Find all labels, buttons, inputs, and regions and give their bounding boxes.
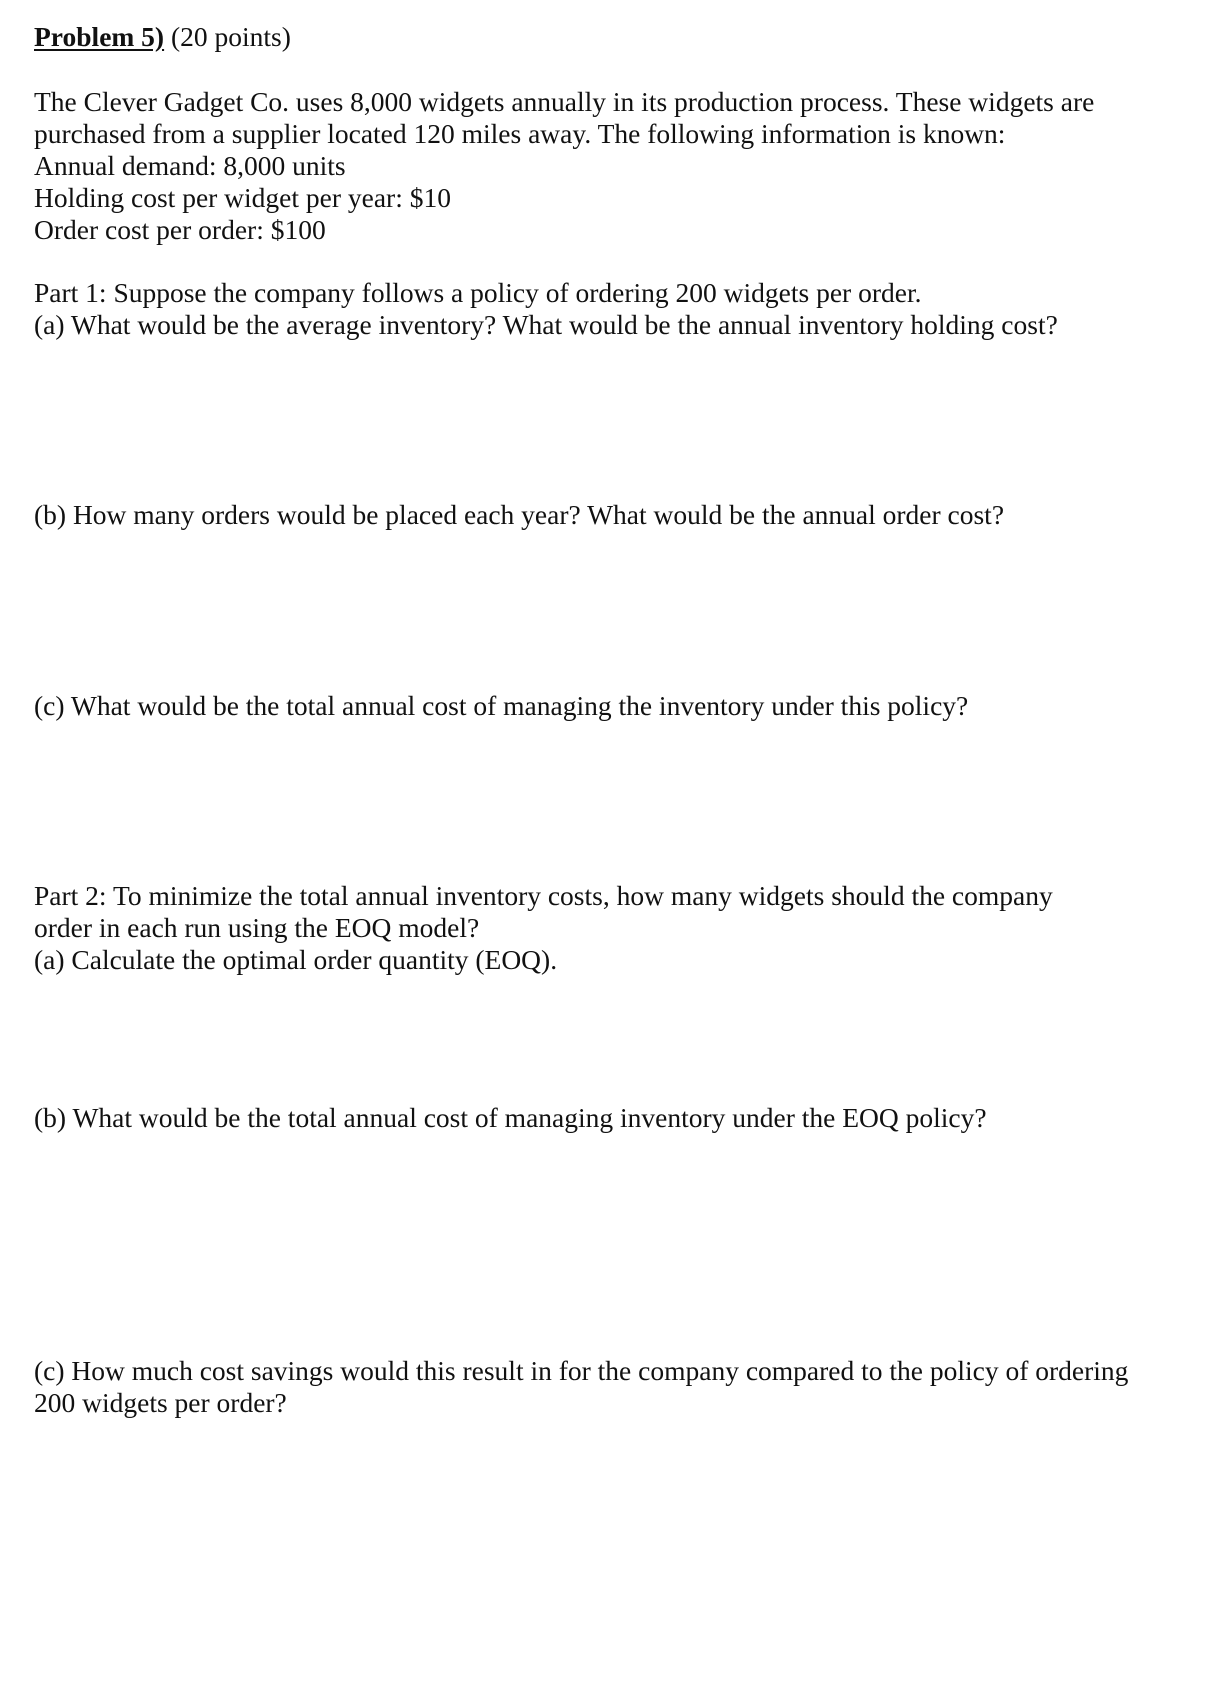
part2-question-a: (a) Calculate the optimal order quantity (EOQ). — [34, 944, 558, 975]
problem-label: Problem 5) — [34, 21, 165, 52]
holding-cost: Holding cost per widget per year: $10 — [34, 182, 451, 213]
problem-points: (20 points) — [164, 21, 291, 52]
intro-line-2: purchased from a supplier located 120 miles away. The following information is known: — [34, 118, 1006, 149]
part2-question-b: (b) What would be the total annual cost of managing inventory under the EOQ policy? — [34, 1102, 987, 1133]
annual-demand: Annual demand: 8,000 units — [34, 150, 346, 181]
intro-line-1: The Clever Gadget Co. uses 8,000 widgets annually in its production process. These widgets are — [34, 86, 1095, 117]
problem-heading — [34, 20, 291, 54]
part1-question-b: (b) How many orders would be placed each year? What would be the annual order cost? — [34, 499, 1005, 530]
part1-intro: Part 1: Suppose the company follows a policy of ordering 200 widgets per order. — [34, 277, 922, 308]
part1-question-c: (c) What would be the total annual cost of managing the inventory under this policy? — [34, 690, 969, 721]
order-cost: Order cost per order: $100 — [34, 214, 326, 245]
part1-question-a: (a) What would be the average inventory? What would be the annual inventory holding cost? — [34, 309, 1058, 340]
part2-intro-line-1: Part 2: To minimize the total annual inventory costs, how many widgets should the company — [34, 880, 1053, 911]
part2-intro-line-2: order in each run using the EOQ model? — [34, 912, 480, 943]
part2-question-c-line-2: 200 widgets per order? — [34, 1387, 287, 1418]
part2-question-c-line-1: (c) How much cost savings would this result in for the company compared to the policy of ordering — [34, 1355, 1129, 1386]
